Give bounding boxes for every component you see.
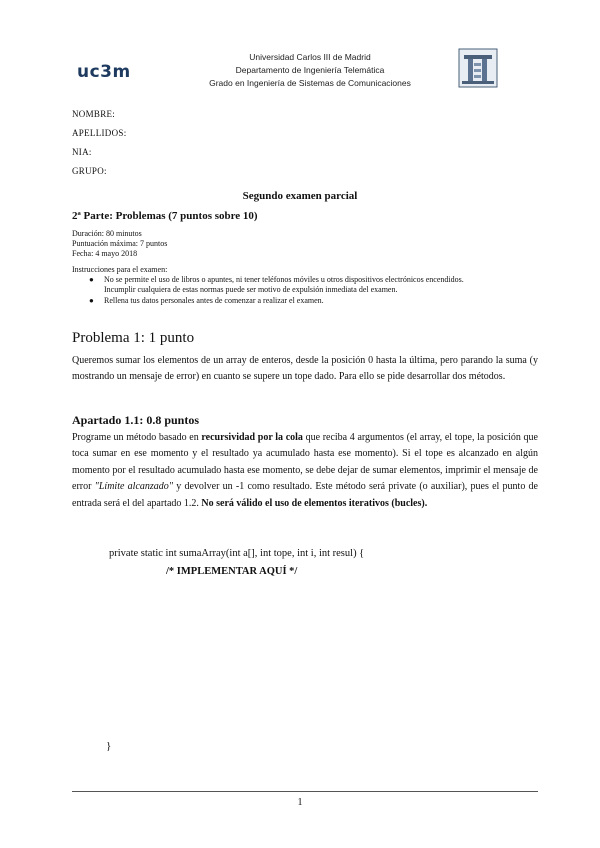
- bullet-icon: ●: [89, 296, 94, 305]
- error-message-text: "Límite alcanzado": [94, 481, 173, 493]
- closing-brace: }: [106, 740, 112, 752]
- department-logo-icon: [458, 48, 498, 88]
- emphasis-no-loops: No será válido el uso de elementos iterativos (bucles).: [201, 497, 428, 509]
- bullet-icon: ●: [89, 275, 94, 284]
- implement-comment: /* IMPLEMENTAR AQUÍ */: [166, 566, 298, 577]
- method-signature: private static int sumaArray(int a[], int tope, int i, int resul) {: [109, 548, 365, 559]
- university-name: Universidad Carlos III de Madrid: [249, 52, 371, 62]
- exam-date: Fecha: 4 mayo 2018: [72, 249, 138, 258]
- instructions-heading: Instrucciones para el examen:: [72, 265, 168, 274]
- field-nia: NIA:: [72, 147, 92, 157]
- uc3m-logo: uc3m: [77, 62, 131, 82]
- footer-divider: [72, 791, 538, 792]
- exam-max-score: Puntuación máxima: 7 puntos: [72, 239, 168, 248]
- emphasis-recursion: recursividad por la cola: [201, 432, 303, 443]
- field-grupo: GRUPO:: [72, 166, 107, 176]
- list-item: ● Rellena tus datos personales antes de comenzar a realizar el examen.: [89, 296, 324, 305]
- exam-title: Segundo examen parcial: [242, 190, 358, 202]
- problem-intro: Queremos sumar los elementos de un array de enteros, desde la posición 0 hasta la última, pero parando la suma (y mostrando un mensaje de error) en cuanto se supere un tope dado. Para ello se pide desarrollar dos métodos.: [72, 355, 538, 383]
- exam-duration: Duración: 80 minutos: [72, 229, 142, 238]
- section-title: Apartado 1.1: 0.8 puntos: [72, 413, 200, 427]
- section-body: Programe un método basado en recursividad por la cola que reciba 4 argumentos (el array, el tope, la posición que toca sumar en ese momento y el resultado ya acumulado hasta ese momento). Si el tope es alcanzado en algún momento por el resultado acumulado hasta ese momento, se debe dejar de sumar elementos, imprimir el mensaje de error "Límite alcanzado" y devolver un -1 como resultado. Este método será private (o auxiliar), pues el punto de entrada será el del apartado 1.2. No será válido el uso de elementos iterativos (bucles).: [72, 432, 538, 509]
- instructions-list: [72, 275, 542, 306]
- field-nombre: NOMBRE:: [72, 109, 116, 119]
- department-name: Departamento de Ingeniería Telemática: [235, 65, 385, 75]
- part-title: 2ª Parte: Problemas (7 puntos sobre 10): [72, 210, 258, 222]
- list-item: ● No se permite el uso de libros o apuntes, ni tener teléfonos móviles u otros dispositivos electrónicos encendidos. Incumplir cualquiera de estas normas puede ser motivo de expulsión inmediata del examen.: [89, 275, 464, 294]
- problem-title: Problema 1: 1 punto: [72, 330, 195, 346]
- page-number: 1: [297, 797, 303, 808]
- field-apellidos: APELLIDOS:: [72, 128, 127, 138]
- page-header: [160, 51, 460, 90]
- degree-name: Grado en Ingeniería de Sistemas de Comunicaciones: [209, 78, 411, 88]
